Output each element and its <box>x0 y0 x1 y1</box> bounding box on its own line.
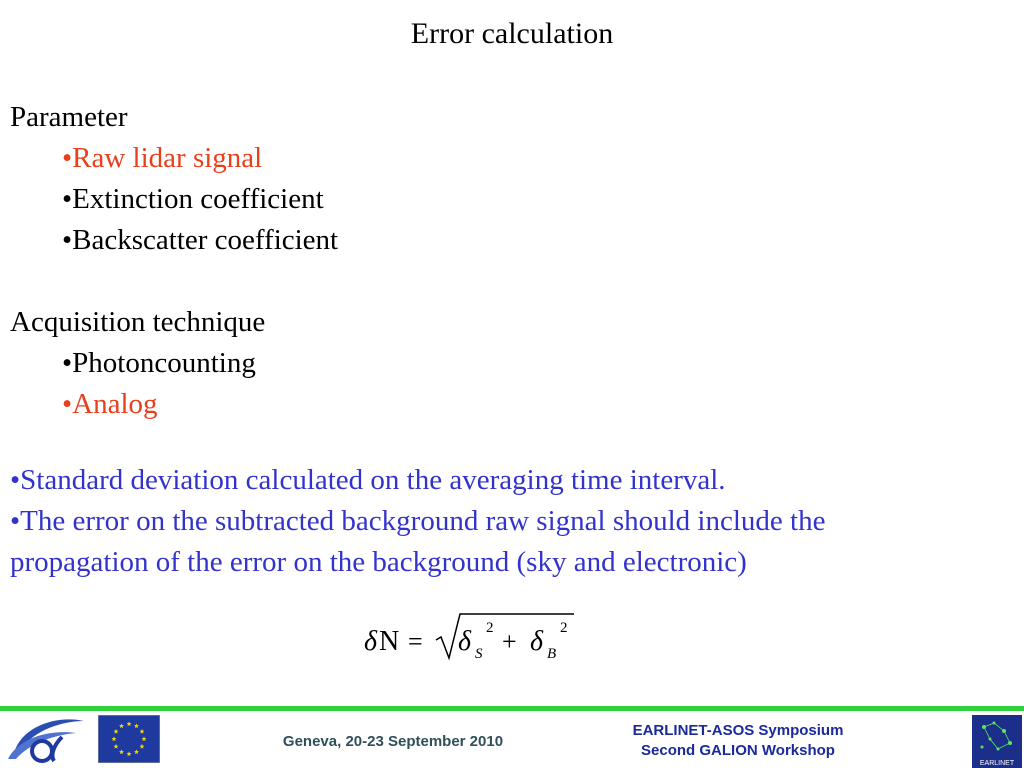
footer-date: Geneva, 20-23 September 2010 <box>282 733 504 750</box>
note-std-deviation: •Standard deviation calculated on the averaging time interval. <box>10 464 726 496</box>
formula-exp-s: 2 <box>486 620 494 636</box>
formula-equals: = <box>408 627 423 656</box>
formula-plus: + <box>502 627 517 656</box>
footer <box>0 711 1024 768</box>
acquisition-item-analog: •Analog <box>62 388 158 420</box>
earlinet-logo-icon <box>972 715 1022 768</box>
note-background-error-2: propagation of the error on the background (sky and electronic) <box>10 546 747 578</box>
footer-event-line-1: EARLINET-ASOS Symposium <box>632 722 844 739</box>
parameter-item-backscatter: •Backscatter coefficient <box>62 224 339 256</box>
acquisition-heading: Acquisition technique <box>10 306 266 338</box>
formula-delta-n-symbol: δ <box>364 626 378 657</box>
footer-event-line-2: Second GALION Workshop <box>641 742 835 759</box>
formula-n: N <box>379 626 400 657</box>
parameter-item-extinction: •Extinction coefficient <box>62 183 324 215</box>
european-commission-logo-icon <box>4 715 88 765</box>
slide-title: Error calculation <box>410 17 614 50</box>
formula-sub-b: B <box>547 646 557 662</box>
formula-exp-b: 2 <box>560 620 568 636</box>
eu-flag-icon <box>98 715 160 763</box>
acquisition-item-photoncounting: •Photoncounting <box>62 347 256 379</box>
footer-event <box>598 721 878 761</box>
formula-delta-b: δ <box>530 626 544 657</box>
note-background-error-1: •The error on the subtracted background raw signal should include the <box>10 505 826 537</box>
earlinet-logo-text: EARLINET <box>979 760 1015 767</box>
formula-delta-s: δ <box>458 626 472 657</box>
error-formula <box>360 610 580 670</box>
formula-sub-s: S <box>475 646 483 662</box>
parameter-item-raw-lidar: •Raw lidar signal <box>62 142 263 174</box>
parameter-heading: Parameter <box>10 101 128 133</box>
